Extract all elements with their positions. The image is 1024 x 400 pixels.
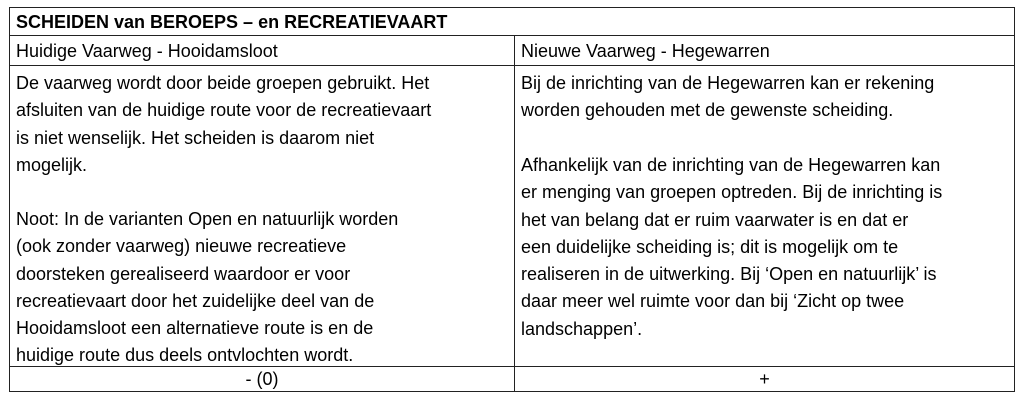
column-header-new-route: Nieuwe Vaarweg - Hegewarren: [521, 41, 770, 61]
text-line: De vaarweg wordt door beide groepen gebruikt. Het: [16, 73, 430, 93]
text-line: landschappen’.: [521, 318, 643, 339]
text-line: huidige route dus deels ontvlochten wordt.: [16, 345, 354, 366]
text-line: worden gehouden met de gewenste scheiding.: [521, 100, 894, 121]
score-cell-new-route: [515, 367, 1014, 391]
comparison-table: [9, 7, 1015, 392]
header-cell-new-route: [515, 36, 1014, 65]
current-route-note-paragraph: [16, 206, 506, 370]
text-line: afsluiten van de huidige route voor de recreatievaart: [16, 100, 432, 121]
new-route-paragraph-2: [521, 152, 1006, 343]
text-line: Noot: In de varianten Open en natuurlijk worden: [16, 209, 399, 229]
header-row: [10, 36, 1014, 66]
title-row: [10, 8, 1014, 36]
body-cell-new-route: [515, 66, 1014, 366]
score-cell-current-route: [10, 367, 515, 391]
text-line: doorsteken gerealiseerd waardoor er voor: [16, 263, 351, 284]
text-line: recreatievaart door het zuidelijke deel van de: [16, 290, 375, 311]
score-row: [10, 367, 1014, 391]
body-cell-current-route: [10, 66, 515, 366]
score-current-route: - (0): [245, 369, 279, 389]
text-line: Hooidamsloot een alternatieve route is en de: [16, 318, 374, 339]
new-route-paragraph-1: [521, 70, 1006, 125]
text-line: is niet wenselijk. Het scheiden is daarom niet: [16, 127, 375, 148]
text-line: het van belang dat er ruim vaarwater is en dat er: [521, 209, 909, 230]
text-line: er menging van groepen optreden. Bij de inrichting is: [521, 182, 943, 203]
score-new-route: +: [759, 369, 770, 389]
body-row: [10, 66, 1014, 367]
header-cell-current-route: [10, 36, 515, 65]
text-line: Afhankelijk van de inrichting van de Hegewarren kan: [521, 155, 941, 175]
column-header-current-route: Huidige Vaarweg - Hooidamsloot: [16, 41, 278, 61]
title-cell: [10, 8, 1014, 35]
text-line: een duidelijke scheiding is; dit is mogelijk om te: [521, 236, 899, 257]
text-line: mogelijk.: [16, 154, 88, 175]
text-line: (ook zonder vaarweg) nieuwe recreatieve: [16, 236, 347, 257]
table-title: SCHEIDEN van BEROEPS – en RECREATIEVAART: [16, 12, 448, 32]
text-line: realiseren in de uitwerking. Bij ‘Open en natuurlijk’ is: [521, 264, 937, 285]
current-route-paragraph-1: [16, 70, 506, 179]
text-line: daar meer wel ruimte voor dan bij ‘Zicht op twee: [521, 291, 905, 312]
text-line: Bij de inrichting van de Hegewarren kan er rekening: [521, 73, 935, 93]
